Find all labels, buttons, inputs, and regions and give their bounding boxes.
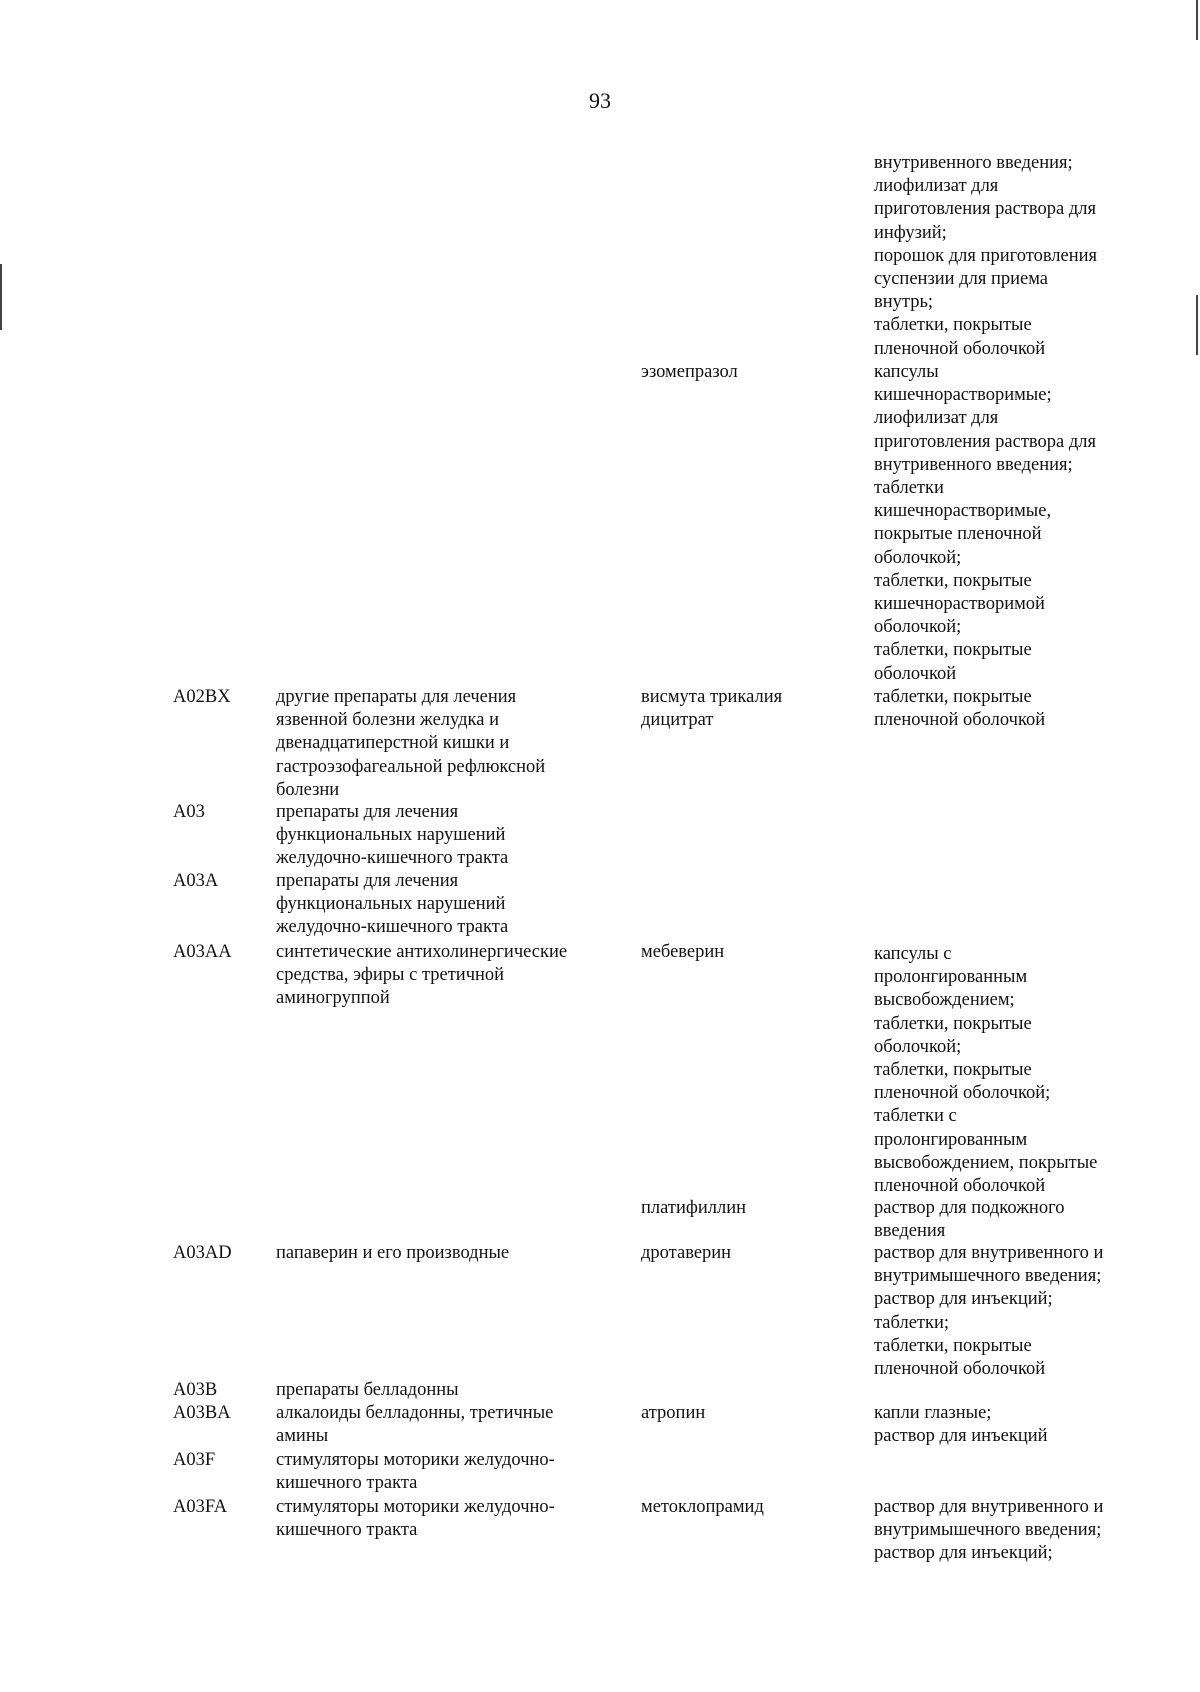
scan-edge-mark bbox=[1196, 0, 1198, 40]
dosage-forms: капсулы с пролонгированным высвобождением; таблетки, покрытые оболочкой; таблетки, покрытые пленочной оболочкой; таблетки с пролонгированным высвобождением, покрытые пленочной оболочкой bbox=[874, 944, 1098, 1197]
atc-code: A03A bbox=[173, 871, 219, 891]
dosage-forms: раствор для подкожного введения bbox=[874, 1198, 1065, 1242]
drug-name: мебеверин bbox=[641, 942, 725, 962]
atc-code: A03BA bbox=[173, 1403, 231, 1423]
group-name: стимуляторы моторики желудочно- кишечного тракта bbox=[276, 1450, 555, 1494]
drug-name: висмута трикалия дицитрат bbox=[641, 687, 783, 731]
group-name: стимуляторы моторики желудочно- кишечного тракта bbox=[276, 1497, 555, 1541]
atc-code: A02BX bbox=[173, 687, 231, 707]
drug-name: метоклопрамид bbox=[641, 1497, 764, 1517]
atc-code: A03AA bbox=[173, 942, 232, 962]
group-name: синтетические антихолинергические средства, эфиры с третичной аминогруппой bbox=[276, 942, 568, 1009]
drug-name: дротаверин bbox=[641, 1243, 732, 1263]
group-name: алкалоиды белладонны, третичные амины bbox=[276, 1403, 554, 1447]
group-name: папаверин и его производные bbox=[276, 1243, 510, 1263]
atc-code: A03FA bbox=[173, 1497, 228, 1517]
atc-code: A03 bbox=[173, 802, 205, 822]
drug-name: атропин bbox=[641, 1403, 706, 1423]
group-name: другие препараты для лечения язвенной болезни желудка и двенадцатиперстной кишки и гастроэзофагеальной рефлюксной болезни bbox=[276, 687, 546, 800]
atc-code: A03F bbox=[173, 1450, 216, 1470]
group-name: препараты белладонны bbox=[276, 1380, 459, 1400]
page-number: 93 bbox=[589, 88, 611, 113]
scan-edge-mark bbox=[0, 264, 2, 330]
dosage-forms: капсулы кишечнорастворимые; лиофилизат для приготовления раствора для внутривенного введения; таблетки кишечнорастворимые, покрытые пленочной оболочкой; таблетки, покрытые кишечнорастворимой оболочкой; таблетки, покрытые оболочкой bbox=[874, 362, 1096, 684]
group-name: препараты для лечения функциональных нарушений желудочно-кишечного тракта bbox=[276, 871, 509, 938]
drug-name: эзомепразол bbox=[641, 362, 738, 382]
atc-code: A03B bbox=[173, 1380, 218, 1400]
dosage-forms: раствор для внутривенного и внутримышечного введения; раствор для инъекций; bbox=[874, 1497, 1104, 1564]
dosage-forms: таблетки, покрытые пленочной оболочкой bbox=[874, 687, 1046, 731]
dosage-forms: раствор для внутривенного и внутримышечного введения; раствор для инъекций; таблетки; таблетки, покрытые пленочной оболочкой bbox=[874, 1243, 1104, 1380]
dosage-forms: внутривенного введения; лиофилизат для приготовления раствора для инфузий; порошок для приготовления суспензии для приема внутрь; таблетки, покрытые пленочной оболочкой bbox=[874, 153, 1098, 359]
dosage-forms: капли глазные; раствор для инъекций bbox=[874, 1403, 1048, 1447]
scan-edge-mark bbox=[1196, 295, 1198, 355]
atc-code: A03AD bbox=[173, 1243, 232, 1263]
drug-name: платифиллин bbox=[641, 1198, 747, 1218]
group-name: препараты для лечения функциональных нарушений желудочно-кишечного тракта bbox=[276, 802, 509, 869]
